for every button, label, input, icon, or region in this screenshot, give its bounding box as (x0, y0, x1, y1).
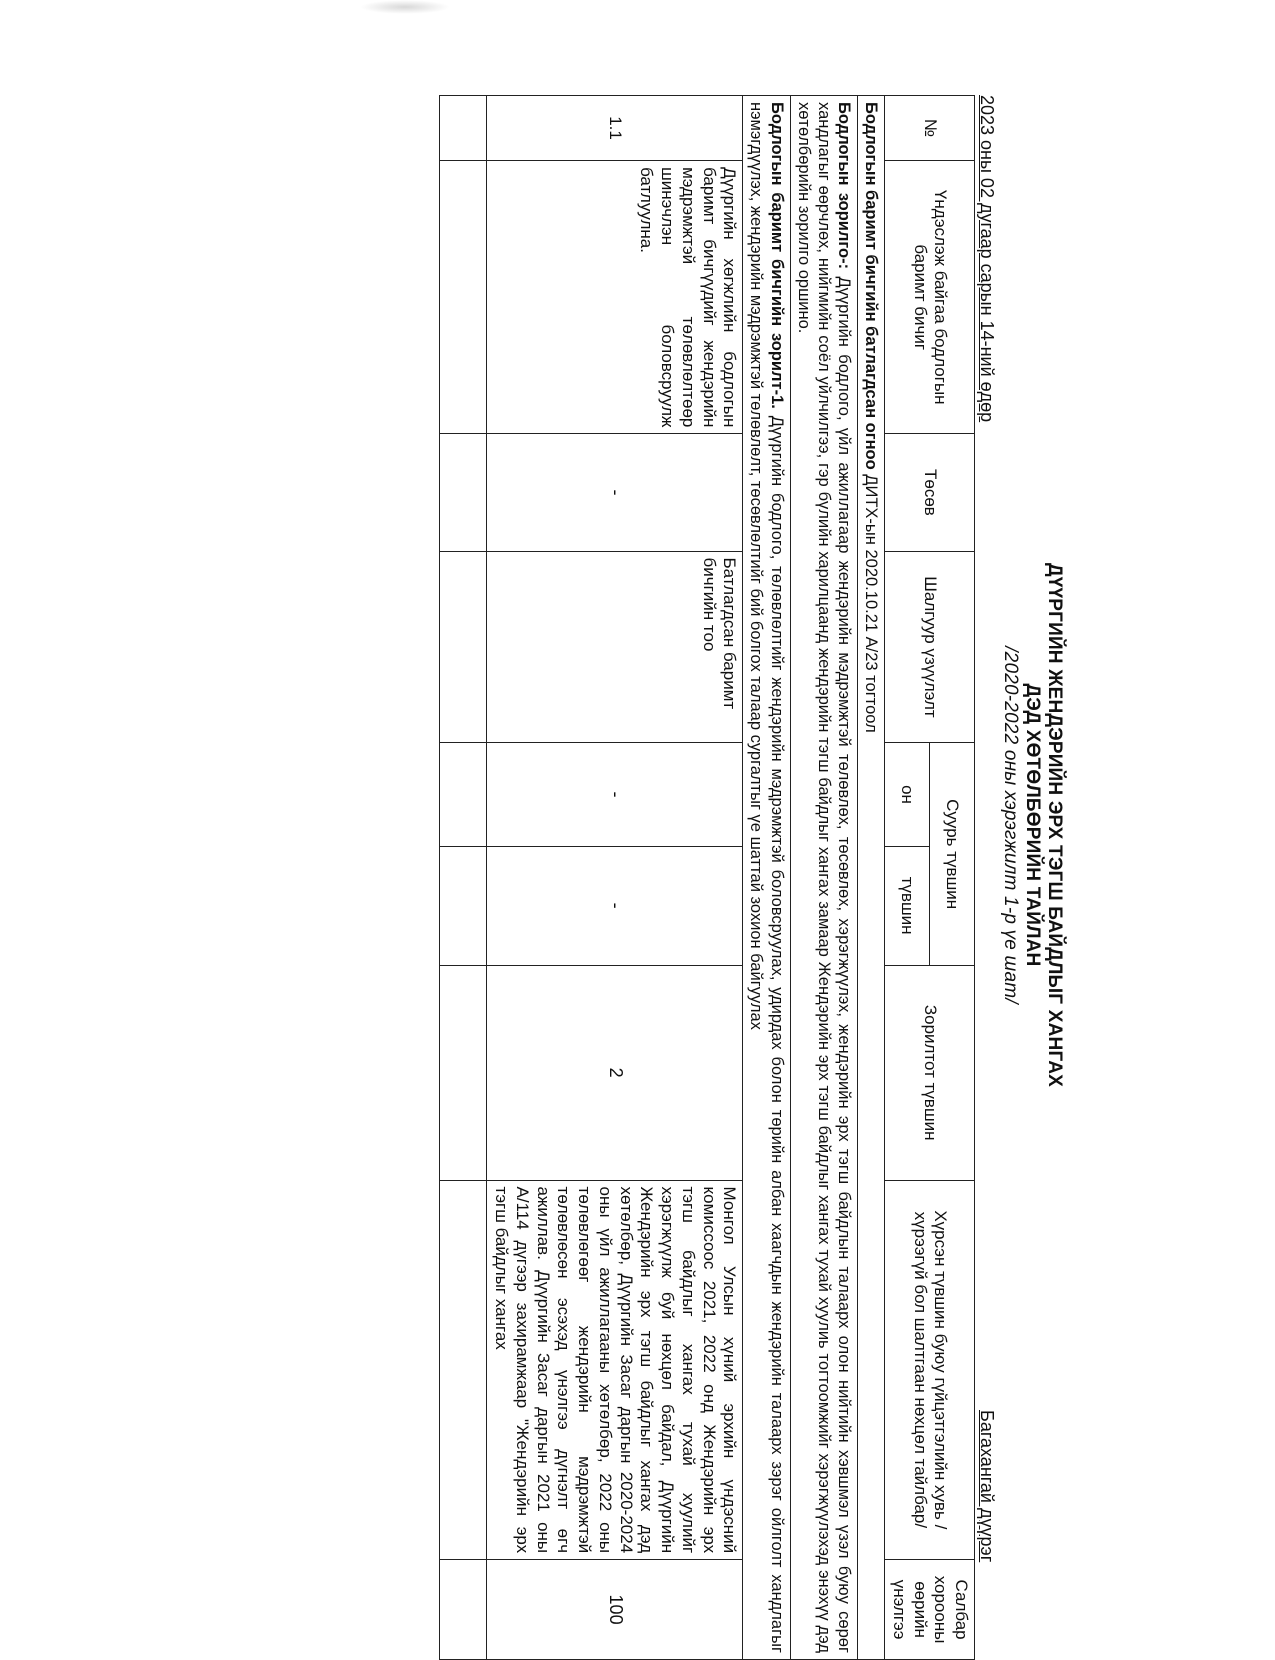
row-indicator: Батлагдсан баримт бичгийн тоо (487, 551, 743, 743)
approved-date-label: Бодлогын баримт бичгийн батлагдсан огноо (862, 102, 881, 470)
col-header-policy-doc: Үндэслэж байгаа бодлогын баримт бичиг (885, 161, 975, 434)
table-row-empty (440, 96, 487, 1660)
report-title-line2: ДЭД ХӨТӨЛБӨРИЙН ТАЙЛАН (1022, 683, 1043, 967)
col-header-baseline-level: түвшин (885, 846, 930, 965)
col-header-score: Салбар хорооны өөрийн үнэлгээ (885, 1560, 975, 1660)
row-no: 1.1 (487, 96, 743, 161)
section-approved-date (857, 96, 884, 1660)
report-table (440, 95, 976, 1660)
col-header-budget: Төсөв (885, 434, 975, 551)
row-baseline-level: - (487, 846, 743, 965)
report-title-line3: /2020-2022 оны хэрэгжилт 1-р үе шат/ (1000, 646, 1021, 1004)
section-policy-objective (743, 96, 790, 1660)
row-score: 100 (487, 1560, 743, 1660)
col-header-baseline-year: он (885, 743, 930, 846)
approved-date-text: ДИТХ-ын 2020.10.21 А/23 тогтоол (862, 469, 881, 733)
col-header-target: Зорилтот түвшин (885, 965, 975, 1180)
row-target: 2 (487, 965, 743, 1180)
policy-goal-label: Бодлогын зорилго-: (834, 102, 853, 270)
col-header-baseline: Суурь түвшин (930, 743, 975, 965)
row-policy-doc: Дүүргийн хөгжлийн бодлогын баримт бичгүүдийг жендэрийн мэдрэмжтэй төлөвлөлтөөр шинэчлэн боловсруулж батлуулна. (487, 161, 743, 434)
col-header-indicator: Шалгуур үзүүлэлт (885, 551, 975, 743)
policy-objective-label: Бодлогын баримт бичгийн зорилт-1. (767, 102, 786, 409)
table-header-row (930, 96, 975, 1660)
policy-goal-text: Дүүргийн бодлого, үйл ажиллагаар жендэрийн мэдрэмжтэй төлөвлөх, төсөвлөх, хэрэгжүүлэх, жендэрийн эрх тэгш байдлын талаарх олон нийтийн хэвшмэл үзэл буюу сөрөг хандлагыг өөрчлөх, нийгмийн соёл уйлчилгээ, гэр бүлийн харилцаанд жендэрийн тэгш байдлыг хангах замаар Жендэрийн эрх тэгш байдлыг хангах тухай хуулиь тогтоомжийг хэрэгжүүлэхэд энэхүү дэд хөтөлбөрийн зорилго оршино. (794, 102, 853, 1653)
row-achieved: Монгол Улсын хүний эрхийн үндэсний комиссоос 2021, 2022 онд Жендэрийн эрх тэгш байдлыг хангах тухай хуулийг хэрэгжүүлж буй нөхцөл байдал, Дүүргийн Жендэрийн эрх тэгш байдлыг хангах дэд хөтөлбөр, Дүүргийн Засаг даргын 2020-2024 оны үйл ажиллагааны хөтөлбөр, 2022 оны төлөвлөгөөг жендэрийн мэдрэмжтэй төлөвлөсөн эсэхэд үнэлгээ дүгнэлт өгч ажиллав. Дүүргийн Засаг даргын 2021 оны А/114 дүгээр захирамжаар "Жендэрийн эрх тэгш байдлыг хангах (487, 1180, 743, 1560)
row-baseline-year: - (487, 743, 743, 846)
section-policy-goal (790, 96, 857, 1660)
col-header-no: № (885, 96, 975, 161)
policy-objective-text: Дүүргийн бодлого, төлөвлөлтийг жендэрийн мэдрэмжтэй боловсруулах, удирдах болон төрийн албан хаагчдын жендэрийн талаарх зэрэг ойлголт хандлагыг нэмэгдүүлэх, жендэрийн мэдрэмжтэй төлөвлөлт, төсөвлөлтийг бий болгох талаар сургалтыг үе шаттай зохион байгуулах (747, 102, 786, 1654)
col-header-achieved: Хүрсэн түвшин буюу гүйцэтгэлийн хувь /хүрээгүй бол шалтгаан нөхцөл тайлбар/ (885, 1180, 975, 1560)
district-name: Багахангай дүүрэг (977, 1410, 997, 1563)
table-row (487, 96, 743, 1660)
row-budget: - (487, 434, 743, 551)
report-date: 2023 оны 02 дугаар сарын 14-ний өдөр (977, 95, 997, 423)
report-title-line1: ДҮҮРГИЙН ЖЕНДЭРИЙН ЭРХ ТЭГШ БАЙДЛЫГ ХАНГАХ (1044, 562, 1065, 1088)
